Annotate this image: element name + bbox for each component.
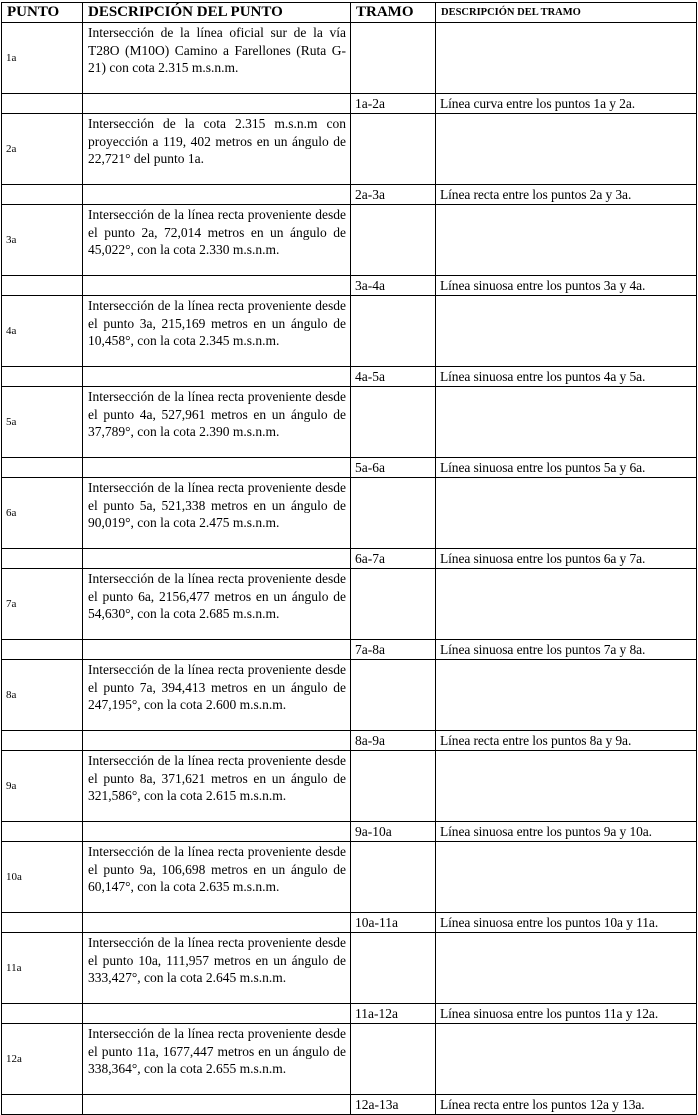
tramo-description: Línea sinuosa entre los puntos 5a y 6a. (436, 458, 697, 478)
tramo-id: 9a-10a (351, 822, 436, 842)
empty-cell (2, 185, 83, 205)
tramo-description: Línea sinuosa entre los puntos 6a y 7a. (436, 549, 697, 569)
punto-description: Intersección de la cota 2.315 m.s.n.m con proyección a 119, 402 metros en un ángulo de 22,721° del punto 1a. (83, 114, 351, 185)
empty-cell (436, 478, 697, 549)
empty-cell (351, 296, 436, 367)
empty-cell (436, 933, 697, 1004)
empty-cell (2, 458, 83, 478)
tramo-description: Línea sinuosa entre los puntos 4a y 5a. (436, 367, 697, 387)
empty-cell (2, 822, 83, 842)
empty-cell (83, 822, 351, 842)
tramo-id: 8a-9a (351, 731, 436, 751)
header-row (2, 3, 697, 23)
punto-id: 6a (2, 478, 83, 549)
empty-cell (83, 367, 351, 387)
punto-description: Intersección de la línea recta proveniente desde el punto 8a, 371,621 metros en un ángulo de 321,586°, con la cota 2.615 m.s.n.m. (83, 751, 351, 822)
empty-cell (351, 1024, 436, 1095)
tramo-row (2, 367, 697, 387)
empty-cell (351, 478, 436, 549)
punto-row (2, 933, 697, 1004)
empty-cell (2, 913, 83, 933)
tramo-description: Línea sinuosa entre los puntos 3a y 4a. (436, 276, 697, 296)
tramo-description: Línea sinuosa entre los puntos 10a y 11a. (436, 913, 697, 933)
punto-row (2, 751, 697, 822)
empty-cell (436, 205, 697, 276)
tramo-row (2, 822, 697, 842)
punto-id: 1a (2, 23, 83, 94)
punto-id: 8a (2, 660, 83, 731)
empty-cell (351, 114, 436, 185)
punto-row (2, 114, 697, 185)
empty-cell (83, 731, 351, 751)
empty-cell (436, 842, 697, 913)
punto-row (2, 478, 697, 549)
empty-cell (83, 549, 351, 569)
tramo-description: Línea recta entre los puntos 12a y 13a. (436, 1095, 697, 1115)
tramo-id: 12a-13a (351, 1095, 436, 1115)
punto-id: 3a (2, 205, 83, 276)
punto-row (2, 205, 697, 276)
empty-cell (351, 387, 436, 458)
punto-description: Intersección de la línea recta proveniente desde el punto 5a, 521,338 metros en un ángulo de 90,019°, con la cota 2.475 m.s.n.m. (83, 478, 351, 549)
punto-id: 5a (2, 387, 83, 458)
header-descripcion-punto: DESCRIPCIÓN DEL PUNTO (83, 3, 351, 23)
tramo-id: 3a-4a (351, 276, 436, 296)
punto-id: 2a (2, 114, 83, 185)
punto-id: 12a (2, 1024, 83, 1095)
tramo-row (2, 1004, 697, 1024)
empty-cell (436, 296, 697, 367)
tramo-description: Línea recta entre los puntos 8a y 9a. (436, 731, 697, 751)
empty-cell (83, 1095, 351, 1115)
empty-cell (2, 731, 83, 751)
empty-cell (2, 1095, 83, 1115)
tramo-id: 4a-5a (351, 367, 436, 387)
tramo-id: 11a-12a (351, 1004, 436, 1024)
empty-cell (351, 933, 436, 1004)
header-tramo: TRAMO (351, 3, 436, 23)
punto-row (2, 660, 697, 731)
empty-cell (2, 276, 83, 296)
punto-row (2, 296, 697, 367)
tramo-description: Línea sinuosa entre los puntos 7a y 8a. (436, 640, 697, 660)
empty-cell (83, 1004, 351, 1024)
tramo-row (2, 913, 697, 933)
punto-description: Intersección de la línea recta proveniente desde el punto 11a, 1677,447 metros en un ángulo de 338,364°, con la cota 2.655 m.s.n.m. (83, 1024, 351, 1095)
empty-cell (436, 114, 697, 185)
empty-cell (83, 94, 351, 114)
tramo-row (2, 276, 697, 296)
punto-description: Intersección de la línea recta proveniente desde el punto 6a, 2156,477 metros en un ángulo de 54,630°, con la cota 2.685 m.s.n.m. (83, 569, 351, 640)
punto-row (2, 23, 697, 94)
empty-cell (436, 387, 697, 458)
empty-cell (83, 185, 351, 205)
punto-id: 9a (2, 751, 83, 822)
table-body (2, 23, 697, 1115)
punto-id: 7a (2, 569, 83, 640)
empty-cell (351, 751, 436, 822)
punto-id: 11a (2, 933, 83, 1004)
header-punto: PUNTO (2, 3, 83, 23)
empty-cell (2, 549, 83, 569)
empty-cell (351, 205, 436, 276)
empty-cell (2, 94, 83, 114)
tramo-id: 7a-8a (351, 640, 436, 660)
punto-description: Intersección de la línea recta proveniente desde el punto 9a, 106,698 metros en un ángulo de 60,147°, con la cota 2.635 m.s.n.m. (83, 842, 351, 913)
punto-id: 4a (2, 296, 83, 367)
punto-id: 10a (2, 842, 83, 913)
empty-cell (436, 23, 697, 94)
empty-cell (83, 458, 351, 478)
header-descripcion-tramo: DESCRIPCIÓN DEL TRAMO (436, 3, 697, 23)
tramo-row (2, 549, 697, 569)
empty-cell (351, 569, 436, 640)
tramo-id: 5a-6a (351, 458, 436, 478)
tramo-id: 2a-3a (351, 185, 436, 205)
punto-description: Intersección de la línea recta proveniente desde el punto 4a, 527,961 metros en un ángulo de 37,789°, con la cota 2.390 m.s.n.m. (83, 387, 351, 458)
punto-description: Intersección de la línea recta proveniente desde el punto 3a, 215,169 metros en un ángulo de 10,458°, con la cota 2.345 m.s.n.m. (83, 296, 351, 367)
tramo-id: 10a-11a (351, 913, 436, 933)
tramo-description: Línea curva entre los puntos 1a y 2a. (436, 94, 697, 114)
empty-cell (2, 367, 83, 387)
punto-row (2, 1024, 697, 1095)
empty-cell (436, 1024, 697, 1095)
tramo-description: Línea sinuosa entre los puntos 11a y 12a. (436, 1004, 697, 1024)
empty-cell (2, 640, 83, 660)
punto-description: Intersección de la línea recta proveniente desde el punto 10a, 111,957 metros en un ángulo de 333,427°, con la cota 2.645 m.s.n.m. (83, 933, 351, 1004)
empty-cell (83, 640, 351, 660)
punto-description: Intersección de la línea recta proveniente desde el punto 2a, 72,014 metros en un ángulo de 45,022°, con la cota 2.330 m.s.n.m. (83, 205, 351, 276)
empty-cell (83, 913, 351, 933)
empty-cell (436, 569, 697, 640)
empty-cell (351, 23, 436, 94)
tramo-description: Línea sinuosa entre los puntos 9a y 10a. (436, 822, 697, 842)
empty-cell (436, 751, 697, 822)
tramo-row (2, 94, 697, 114)
punto-row (2, 387, 697, 458)
empty-cell (2, 1004, 83, 1024)
tramo-row (2, 640, 697, 660)
tramo-row (2, 731, 697, 751)
empty-cell (351, 842, 436, 913)
tramo-row (2, 1095, 697, 1115)
empty-cell (436, 660, 697, 731)
empty-cell (351, 660, 436, 731)
tramo-description: Línea recta entre los puntos 2a y 3a. (436, 185, 697, 205)
tramo-id: 1a-2a (351, 94, 436, 114)
tramo-row (2, 458, 697, 478)
punto-description: Intersección de la línea oficial sur de la vía T28O (M10O) Camino a Farellones (Ruta G-21) con cota 2.315 m.s.n.m. (83, 23, 351, 94)
punto-row (2, 569, 697, 640)
punto-row (2, 842, 697, 913)
tramo-id: 6a-7a (351, 549, 436, 569)
puntos-tramos-table (1, 2, 697, 1115)
empty-cell (83, 276, 351, 296)
tramo-row (2, 185, 697, 205)
punto-description: Intersección de la línea recta proveniente desde el punto 7a, 394,413 metros en un ángulo de 247,195°, con la cota 2.600 m.s.n.m. (83, 660, 351, 731)
